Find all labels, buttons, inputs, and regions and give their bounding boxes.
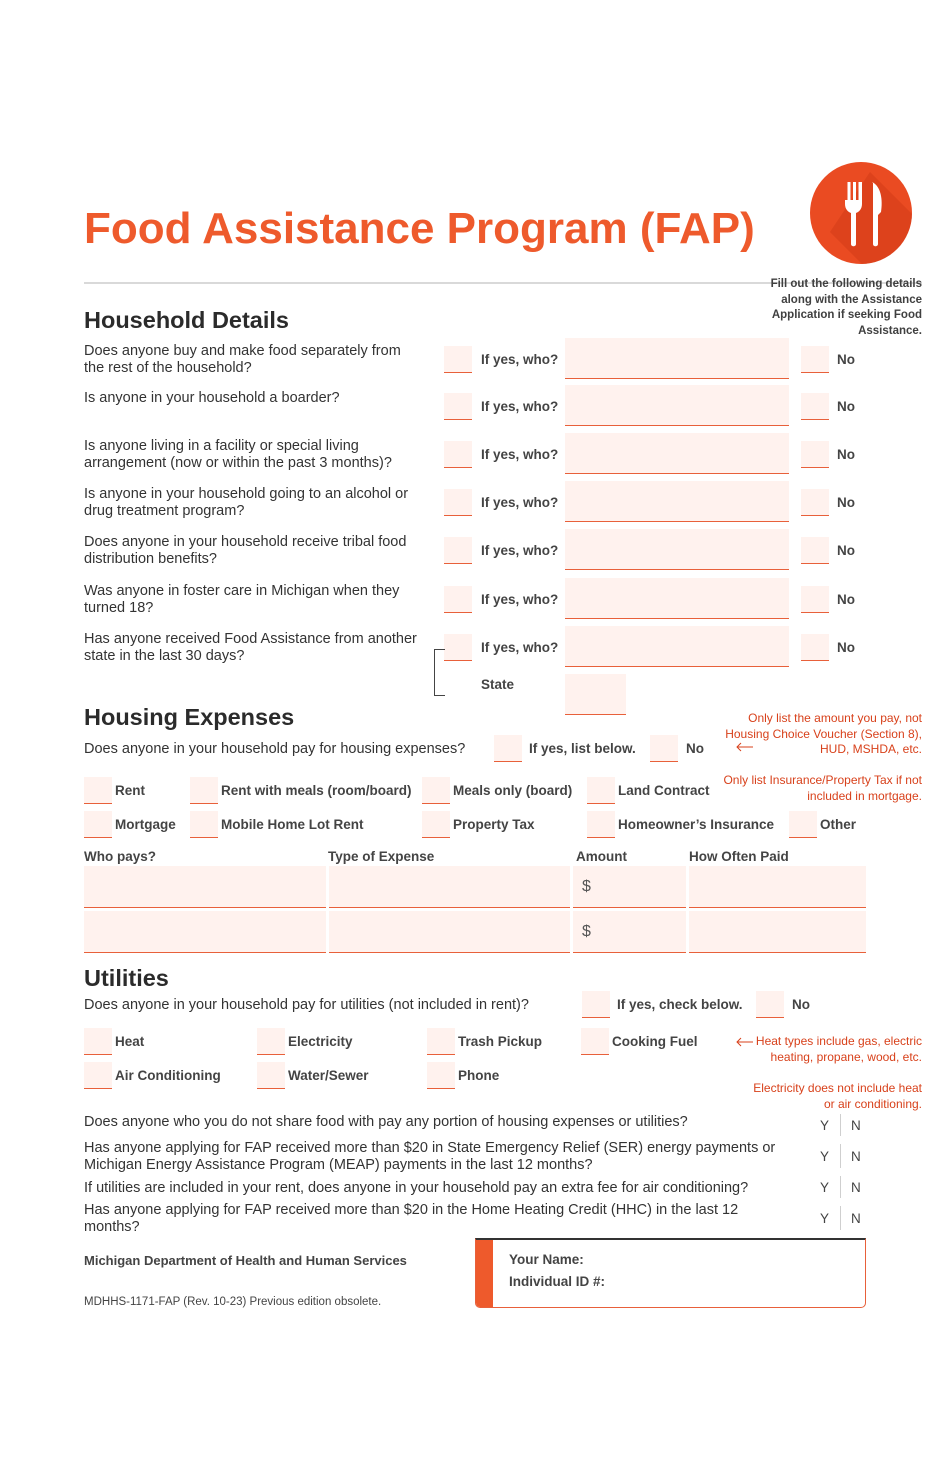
water-sewer-label: Water/Sewer <box>288 1068 369 1083</box>
utilities-if-yes-label: If yes, check below. <box>617 997 743 1012</box>
mortgage-label: Mortgage <box>115 817 176 832</box>
meals-only-checkbox[interactable] <box>422 777 450 804</box>
yn-question-3: If utilities are included in your rent, does anyone in your household pay an extra fee for air conditioning? <box>84 1180 749 1196</box>
mobile-home-lot-rent-checkbox[interactable] <box>190 811 218 838</box>
expense-row1-dollar: $ <box>582 878 591 895</box>
yn-q4-yes[interactable]: Y <box>820 1211 830 1226</box>
household-q3-no-checkbox[interactable] <box>801 441 829 468</box>
household-question-7: Has anyone received Food Assistance from another state in the last 30 days? <box>84 631 417 664</box>
arrow-left-icon <box>735 740 753 752</box>
your-name-input[interactable] <box>590 1248 855 1270</box>
housing-note-insurance: Only list Insurance/Property Tax if not included in mortgage. <box>723 773 922 803</box>
household-q7-yes-checkbox[interactable] <box>444 634 472 661</box>
electricity-checkbox[interactable] <box>257 1028 285 1055</box>
household-question-6: Was anyone in foster care in Michigan when they turned 18? <box>84 583 400 616</box>
yn-q1-yes[interactable]: Y <box>820 1118 830 1133</box>
household-q5-who-input[interactable] <box>565 529 789 570</box>
heat-checkbox[interactable] <box>84 1028 112 1055</box>
household-question-3: Is anyone living in a facility or special living arrangement (now or within the past 3 months)? <box>84 438 392 471</box>
land-contract-checkbox[interactable] <box>587 777 615 804</box>
household-q2-who-input[interactable] <box>565 385 789 426</box>
individual-id-input[interactable] <box>612 1271 855 1293</box>
other-checkbox[interactable] <box>789 811 817 838</box>
department-name: Michigan Department of Health and Human Services <box>84 1253 407 1268</box>
trash-pickup-checkbox[interactable] <box>427 1028 455 1055</box>
household-q4-yes-checkbox[interactable] <box>444 489 472 516</box>
state-input[interactable] <box>565 674 626 715</box>
col-how-often-paid: How Often Paid <box>689 849 789 864</box>
utilities-no-label: No <box>792 997 810 1012</box>
household-q2-no-checkbox[interactable] <box>801 393 829 420</box>
utilities-yes-checkbox[interactable] <box>582 991 610 1018</box>
household-heading: Household Details <box>84 307 290 333</box>
expense-row2-frequency-input[interactable] <box>689 911 866 953</box>
electricity-label: Electricity <box>288 1034 353 1049</box>
heat-types-note: Heat types include gas, electric heating, propane, wood, etc. <box>755 1034 922 1064</box>
mortgage-checkbox[interactable] <box>84 811 112 838</box>
arrow-left-icon <box>735 1035 753 1047</box>
household-q6-if-yes-label: If yes, who? <box>481 592 559 607</box>
water-sewer-checkbox[interactable] <box>257 1062 285 1089</box>
state-label: State <box>481 677 515 692</box>
trash-pickup-label: Trash Pickup <box>458 1034 543 1049</box>
yn-q3-divider <box>840 1176 841 1198</box>
household-q5-no-checkbox[interactable] <box>801 537 829 564</box>
household-q3-if-yes-label: If yes, who? <box>481 447 559 462</box>
household-question-5: Does anyone in your household receive tribal food distribution benefits? <box>84 534 407 567</box>
household-q1-yes-checkbox[interactable] <box>444 346 472 373</box>
yn-q2-no[interactable]: N <box>851 1149 861 1164</box>
mobile-home-lot-rent-label: Mobile Home Lot Rent <box>221 817 364 832</box>
yn-q4-no[interactable]: N <box>851 1211 861 1226</box>
utilities-heading: Utilities <box>84 965 169 991</box>
rent-checkbox[interactable] <box>84 777 112 804</box>
yn-q2-yes[interactable]: Y <box>820 1149 830 1164</box>
yn-question-1: Does anyone who you do not share food with pay any portion of housing expenses or utilities? <box>84 1114 688 1130</box>
household-q3-yes-checkbox[interactable] <box>444 441 472 468</box>
housing-heading: Housing Expenses <box>84 704 295 730</box>
land-contract-label: Land Contract <box>618 783 710 798</box>
yn-q1-divider <box>840 1114 841 1136</box>
col-who-pays: Who pays? <box>84 849 157 864</box>
utilities-question: Does anyone in your household pay for utilities (not included in rent)? <box>84 997 529 1013</box>
household-q4-who-input[interactable] <box>565 481 789 522</box>
yn-q1-no[interactable]: N <box>851 1118 861 1133</box>
housing-question: Does anyone in your household pay for housing expenses? <box>84 741 466 757</box>
household-q4-no-checkbox[interactable] <box>801 489 829 516</box>
rent-with-meals-checkbox[interactable] <box>190 777 218 804</box>
household-q1-no-label: No <box>837 352 855 367</box>
cooking-fuel-label: Cooking Fuel <box>612 1034 698 1049</box>
expense-row1-type-input[interactable] <box>329 866 570 908</box>
signature-box-accent <box>476 1240 493 1307</box>
expense-row2-dollar: $ <box>582 923 591 940</box>
household-q5-no-label: No <box>837 543 855 558</box>
rent-label: Rent <box>115 783 145 798</box>
homeowners-insurance-label: Homeowner’s Insurance <box>618 817 775 832</box>
page-title: Food Assistance Program (FAP) <box>84 204 755 253</box>
your-name-label: Your Name: <box>509 1252 584 1267</box>
household-q7-who-input[interactable] <box>565 626 789 667</box>
state-bracket <box>434 649 445 696</box>
household-question-4: Is anyone in your household going to an alcohol or drug treatment program? <box>84 486 409 519</box>
col-type-of-expense: Type of Expense <box>328 849 435 864</box>
expense-row2-who-input[interactable] <box>84 911 326 953</box>
yn-q4-divider <box>840 1206 841 1230</box>
expense-row1-who-input[interactable] <box>84 866 326 908</box>
yn-q2-divider <box>840 1144 841 1168</box>
intro-note: Fill out the following details along with the Assistance Application if seeking Food Assistance. <box>770 278 922 337</box>
yn-q3-yes[interactable]: Y <box>820 1180 830 1195</box>
phone-checkbox[interactable] <box>427 1062 455 1089</box>
air-conditioning-label: Air Conditioning <box>115 1068 221 1083</box>
household-q2-no-label: No <box>837 399 855 414</box>
housing-yes-checkbox[interactable] <box>494 735 522 762</box>
housing-note-amount: Only list the amount you pay, not Housing Choice Voucher (Section 8), HUD, MSHDA, etc. <box>725 711 922 756</box>
individual-id-label: Individual ID #: <box>509 1274 606 1289</box>
property-tax-checkbox[interactable] <box>422 811 450 838</box>
homeowners-insurance-checkbox[interactable] <box>587 811 615 838</box>
housing-no-label: No <box>686 741 704 756</box>
household-q4-no-label: No <box>837 495 855 510</box>
household-q5-if-yes-label: If yes, who? <box>481 543 559 558</box>
heat-label: Heat <box>115 1034 145 1049</box>
household-q6-no-label: No <box>837 592 855 607</box>
expense-row1-frequency-input[interactable] <box>689 866 866 908</box>
household-question-1: Does anyone buy and make food separately from the rest of the household? <box>84 343 401 376</box>
household-q7-no-checkbox[interactable] <box>801 634 829 661</box>
household-q2-yes-checkbox[interactable] <box>444 393 472 420</box>
household-q6-no-checkbox[interactable] <box>801 586 829 613</box>
household-q1-no-checkbox[interactable] <box>801 346 829 373</box>
housing-no-checkbox[interactable] <box>650 735 678 762</box>
household-q6-who-input[interactable] <box>565 578 789 619</box>
household-q2-if-yes-label: If yes, who? <box>481 399 559 414</box>
household-q1-who-input[interactable] <box>565 338 789 379</box>
yn-question-2: Has anyone applying for FAP received more than $20 in State Emergency Relief (SER) energy payments or Michigan Energy Assistance Program (MEAP) payments in the last 12 months? <box>84 1140 776 1173</box>
phone-label: Phone <box>458 1068 500 1083</box>
household-question-2: Is anyone in your household a boarder? <box>84 390 340 406</box>
household-q6-yes-checkbox[interactable] <box>444 586 472 613</box>
cooking-fuel-checkbox[interactable] <box>581 1028 609 1055</box>
housing-if-yes-label: If yes, list below. <box>529 741 636 756</box>
household-q3-who-input[interactable] <box>565 433 789 474</box>
household-q7-if-yes-label: If yes, who? <box>481 640 559 655</box>
air-conditioning-checkbox[interactable] <box>84 1062 112 1089</box>
utilities-no-checkbox[interactable] <box>756 991 784 1018</box>
other-label: Other <box>820 817 857 832</box>
meals-only-label: Meals only (board) <box>453 783 573 798</box>
property-tax-label: Property Tax <box>453 817 535 832</box>
electricity-note: Electricity does not include heat or air conditioning. <box>753 1081 922 1111</box>
col-amount: Amount <box>576 849 627 864</box>
yn-question-4: Has anyone applying for FAP received more than $20 in the Home Heating Credit (HHC) in the last 12 months? <box>84 1202 739 1235</box>
fork-knife-logo-icon <box>810 162 912 264</box>
expense-row2-type-input[interactable] <box>329 911 570 953</box>
household-q3-no-label: No <box>837 447 855 462</box>
household-q4-if-yes-label: If yes, who? <box>481 495 559 510</box>
household-q5-yes-checkbox[interactable] <box>444 537 472 564</box>
rent-with-meals-label: Rent with meals (room/board) <box>221 783 412 798</box>
form-id: MDHHS-1171-FAP (Rev. 10-23) Previous edition obsolete. <box>84 1296 382 1308</box>
yn-q3-no[interactable]: N <box>851 1180 861 1195</box>
household-q1-if-yes-label: If yes, who? <box>481 352 559 367</box>
household-q7-no-label: No <box>837 640 855 655</box>
